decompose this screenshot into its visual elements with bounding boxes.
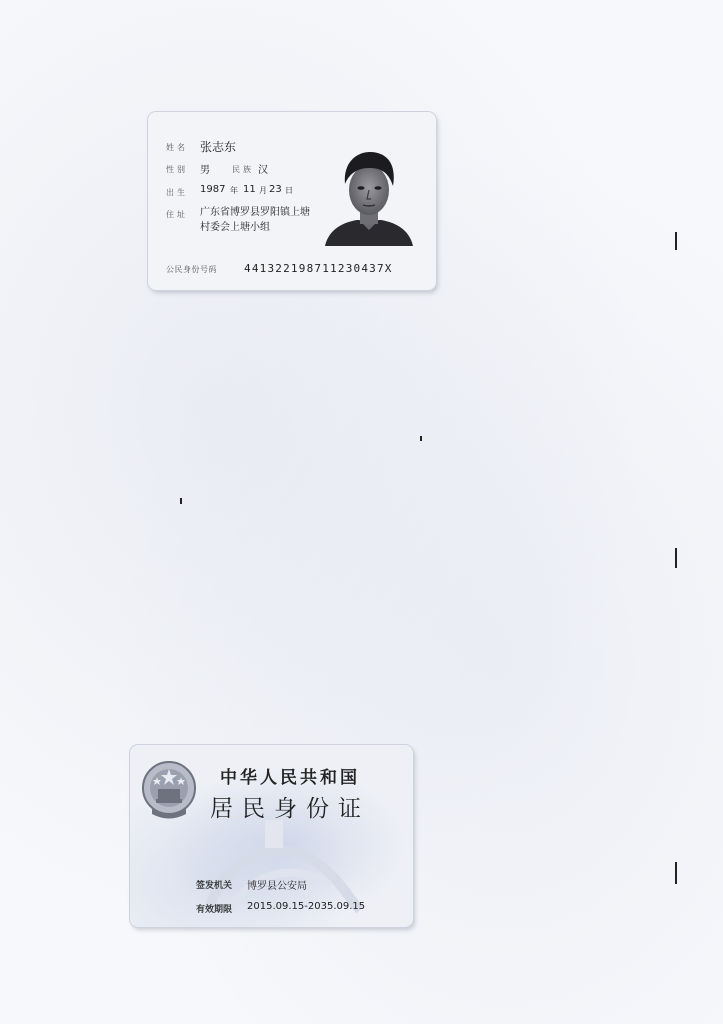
sex-label: 性别: [166, 165, 188, 174]
sex-value: 男: [200, 165, 210, 176]
scan-mark: [675, 548, 677, 568]
address-line-1: 广东省博罗县罗阳镇上塘: [200, 207, 310, 218]
validity-value: 2015.09.15-2035.09.15: [247, 901, 366, 912]
name-label: 姓名: [166, 143, 188, 152]
issuer-value: 博罗县公安局: [247, 881, 307, 892]
id-number-value: 441322198711230437X: [244, 262, 393, 275]
document-title: 居民身份证: [210, 796, 370, 822]
background-pattern: [170, 815, 370, 915]
country-name: 中华人民共和国: [220, 768, 360, 788]
scan-mark: [420, 436, 422, 441]
ethnicity-label: 民族: [232, 165, 254, 174]
portrait-photo: [323, 138, 415, 246]
id-number-label: 公民身份号码: [166, 265, 217, 274]
birth-day: 23: [269, 184, 282, 195]
ethnicity-value: 汉: [258, 165, 268, 176]
birth-month-unit: 月: [259, 186, 267, 195]
address-label: 住址: [166, 210, 188, 219]
id-card-back: [130, 745, 413, 927]
scan-mark: [675, 232, 677, 250]
birth-year-unit: 年: [230, 186, 238, 195]
birth-day-unit: 日: [285, 186, 293, 195]
birth-label: 出生: [166, 188, 188, 197]
id-card-front: [148, 112, 436, 290]
scan-mark: [675, 862, 677, 884]
issuer-label: 签发机关: [196, 881, 233, 891]
validity-label: 有效期限: [196, 905, 233, 915]
scan-mark: [180, 498, 182, 504]
birth-year: 1987: [200, 184, 226, 195]
birth-month: 11: [243, 184, 256, 195]
address-line-2: 村委会上塘小组: [200, 222, 270, 233]
name-value: 张志东: [200, 140, 237, 154]
national-emblem-icon: [140, 759, 198, 821]
